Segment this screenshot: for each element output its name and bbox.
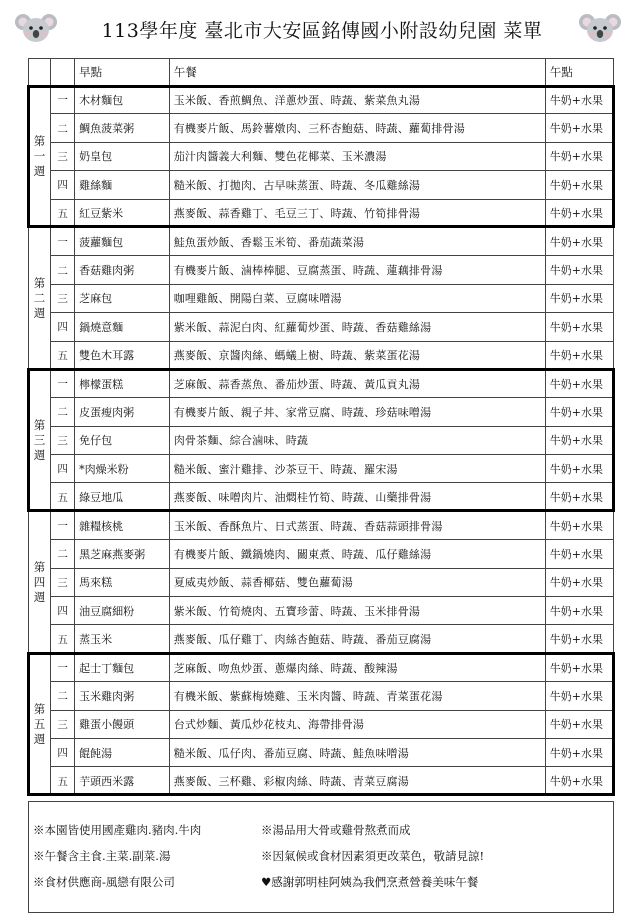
- snack-cell: 牛奶+水果: [545, 199, 613, 227]
- day-cell: 五: [50, 341, 74, 369]
- table-row: [29, 199, 614, 227]
- snack-cell: 牛奶+水果: [545, 710, 613, 738]
- lunch-cell: 玉米飯、香酥魚片、日式蒸蛋、時蔬、香菇蒜頭排骨湯: [169, 511, 545, 539]
- table-row: [29, 398, 614, 426]
- day-cell: 四: [50, 313, 74, 341]
- lunch-cell: 燕麥飯、三杯雞、彩椒肉絲、時蔬、青菜豆腐湯: [169, 767, 545, 795]
- breakfast-cell: 皮蛋瘦肉粥: [75, 398, 170, 426]
- day-cell: 四: [50, 455, 74, 483]
- table-row: [29, 625, 614, 653]
- table-row: [29, 767, 614, 795]
- snack-cell: 牛奶+水果: [545, 313, 613, 341]
- snack-cell: 牛奶+水果: [545, 597, 613, 625]
- menu-table: [28, 58, 614, 796]
- koala-icon: [578, 8, 622, 46]
- day-cell: 五: [50, 483, 74, 511]
- snack-cell: 牛奶+水果: [545, 142, 613, 170]
- day-cell: 三: [50, 568, 74, 596]
- snack-cell: 牛奶+水果: [545, 398, 613, 426]
- snack-cell: 牛奶+水果: [545, 86, 613, 114]
- breakfast-cell: 芋頭西米露: [75, 767, 170, 795]
- snack-cell: 牛奶+水果: [545, 738, 613, 766]
- page-header: [0, 6, 644, 50]
- table-row: [29, 171, 614, 199]
- table-row: [29, 284, 614, 312]
- breakfast-cell: 玉米雞肉粥: [75, 682, 170, 710]
- day-cell: 五: [50, 625, 74, 653]
- breakfast-cell: 雜糧核桃: [75, 511, 170, 539]
- lunch-cell: 紫米飯、蒜泥白肉、紅蘿蔔炒蛋、時蔬、香菇雞絲湯: [169, 313, 545, 341]
- lunch-cell: 鮭魚蛋炒飯、香鬆玉米筍、番茄蔬菜湯: [169, 227, 545, 255]
- day-cell: 二: [50, 398, 74, 426]
- snack-cell: 牛奶+水果: [545, 369, 613, 397]
- breakfast-cell: 起士丁麵包: [75, 653, 170, 681]
- table-header-row: [29, 59, 614, 86]
- lunch-cell: 肉骨茶麵、綜合滷味、時蔬: [169, 426, 545, 454]
- lunch-cell: 玉米飯、香煎鯛魚、洋蔥炒蛋、時蔬、紫菜魚丸湯: [169, 86, 545, 114]
- day-cell: 二: [50, 682, 74, 710]
- snack-cell: 牛奶+水果: [545, 483, 613, 511]
- lunch-cell: 茄汁肉醬義大利麵、雙色花椰菜、玉米濃湯: [169, 142, 545, 170]
- snack-cell: 牛奶+水果: [545, 682, 613, 710]
- breakfast-cell: 芝麻包: [75, 284, 170, 312]
- snack-cell: 牛奶+水果: [545, 227, 613, 255]
- lunch-cell: 有機麥片飯、馬鈴薯燉肉、三杯杏鮑菇、時蔬、蘿蔔排骨湯: [169, 114, 545, 142]
- koala-icon: [14, 8, 58, 46]
- day-cell: 三: [50, 142, 74, 170]
- table-row: [29, 426, 614, 454]
- table-row: [29, 511, 614, 539]
- day-cell: 二: [50, 540, 74, 568]
- lunch-cell: 燕麥飯、蒜香雞丁、毛豆三丁、時蔬、竹筍排骨湯: [169, 199, 545, 227]
- snack-cell: 牛奶+水果: [545, 767, 613, 795]
- table-row: [29, 568, 614, 596]
- lunch-cell: 紫米飯、竹筍燒肉、五寶珍蕾、時蔬、玉米排骨湯: [169, 597, 545, 625]
- snack-cell: 牛奶+水果: [545, 653, 613, 681]
- day-cell: 四: [50, 171, 74, 199]
- note-supplier: ※食材供應商-風戀有限公司: [33, 875, 175, 889]
- snack-cell: 牛奶+水果: [545, 284, 613, 312]
- note-menu-change: ※因氣候或食材因素須更改菜色，敬請見諒!: [261, 849, 485, 863]
- breakfast-cell: 鍋燒意麵: [75, 313, 170, 341]
- table-row: [29, 682, 614, 710]
- lunch-cell: 糙米飯、瓜仔肉、番茄豆腐、時蔬、鮭魚味噌湯: [169, 738, 545, 766]
- breakfast-cell: 菠蘿麵包: [75, 227, 170, 255]
- day-cell: 五: [50, 199, 74, 227]
- day-cell: 二: [50, 114, 74, 142]
- lunch-cell: 糙米飯、打拋肉、古早味蒸蛋、時蔬、冬瓜雞絲湯: [169, 171, 545, 199]
- header-snack: 午點: [545, 59, 613, 86]
- breakfast-cell: 雞蛋小饅頭: [75, 710, 170, 738]
- breakfast-cell: 紅豆紫米: [75, 199, 170, 227]
- day-cell: 二: [50, 256, 74, 284]
- day-cell: 一: [50, 86, 74, 114]
- week-label: 第 一 週: [29, 86, 51, 228]
- breakfast-cell: 黑芝麻燕麥粥: [75, 540, 170, 568]
- breakfast-cell: 奶皇包: [75, 142, 170, 170]
- snack-cell: 牛奶+水果: [545, 625, 613, 653]
- lunch-cell: 燕麥飯、瓜仔雞丁、肉絲杏鮑菇、時蔬、番茄豆腐湯: [169, 625, 545, 653]
- breakfast-cell: 餛飩湯: [75, 738, 170, 766]
- table-row: [29, 341, 614, 369]
- day-cell: 四: [50, 738, 74, 766]
- breakfast-cell: 雙色木耳露: [75, 341, 170, 369]
- table-row: [29, 738, 614, 766]
- header-lunch: 午餐: [169, 59, 545, 86]
- table-row: [29, 369, 614, 397]
- table-row: [29, 597, 614, 625]
- header-week: [29, 59, 51, 86]
- breakfast-cell: 檸檬蛋糕: [75, 369, 170, 397]
- lunch-cell: 芝麻飯、蒜香蒸魚、番茄炒蛋、時蔬、黃瓜貢丸湯: [169, 369, 545, 397]
- notes-box: [28, 801, 614, 913]
- snack-cell: 牛奶+水果: [545, 540, 613, 568]
- day-cell: 一: [50, 653, 74, 681]
- header-breakfast: 早點: [75, 59, 170, 86]
- breakfast-cell: 免仔包: [75, 426, 170, 454]
- table-row: [29, 86, 614, 114]
- note-soup-stock: ※湯品用大骨或雞骨熬煮而成: [261, 823, 411, 837]
- lunch-cell: 有機麥片飯、鐵鍋燒肉、關東煮、時蔬、瓜仔雞絲湯: [169, 540, 545, 568]
- table-row: [29, 114, 614, 142]
- day-cell: 一: [50, 227, 74, 255]
- lunch-cell: 咖哩雞飯、開陽白菜、豆腐味噌湯: [169, 284, 545, 312]
- breakfast-cell: 油豆腐細粉: [75, 597, 170, 625]
- week-label: 第 三 週: [29, 369, 51, 511]
- lunch-cell: 夏威夷炒飯、蒜香椰菇、雙色蘿蔔湯: [169, 568, 545, 596]
- breakfast-cell: 木材麵包: [75, 86, 170, 114]
- breakfast-cell: 雞絲麵: [75, 171, 170, 199]
- lunch-cell: 有機麥片飯、親子丼、家常豆腐、時蔬、珍菇味噌湯: [169, 398, 545, 426]
- lunch-cell: 有機麥片飯、滷棒棒腿、豆腐蒸蛋、時蔬、蓮藕排骨湯: [169, 256, 545, 284]
- snack-cell: 牛奶+水果: [545, 426, 613, 454]
- day-cell: 一: [50, 511, 74, 539]
- week-label: 第 二 週: [29, 227, 51, 369]
- snack-cell: 牛奶+水果: [545, 171, 613, 199]
- table-row: [29, 710, 614, 738]
- table-row: [29, 142, 614, 170]
- lunch-cell: 芝麻飯、吻魚炒蛋、蔥爆肉絲、時蔬、酸辣湯: [169, 653, 545, 681]
- table-row: [29, 483, 614, 511]
- lunch-cell: 糙米飯、蜜汁雞排、沙茶豆干、時蔬、羅宋湯: [169, 455, 545, 483]
- note-domestic-meat: ※本園皆使用國產雞肉.豬肉.牛肉: [33, 823, 202, 837]
- day-cell: 三: [50, 284, 74, 312]
- snack-cell: 牛奶+水果: [545, 568, 613, 596]
- table-row: [29, 227, 614, 255]
- lunch-cell: 台式炒麵、黃瓜炒花枝丸、海帶排骨湯: [169, 710, 545, 738]
- day-cell: 四: [50, 597, 74, 625]
- snack-cell: 牛奶+水果: [545, 511, 613, 539]
- table-row: [29, 540, 614, 568]
- table-row: [29, 653, 614, 681]
- week-label: 第 五 週: [29, 653, 51, 795]
- day-cell: 五: [50, 767, 74, 795]
- day-cell: 三: [50, 710, 74, 738]
- table-row: [29, 455, 614, 483]
- breakfast-cell: 香菇雞肉粥: [75, 256, 170, 284]
- day-cell: 三: [50, 426, 74, 454]
- snack-cell: 牛奶+水果: [545, 455, 613, 483]
- header-day: [50, 59, 74, 86]
- breakfast-cell: 馬來糕: [75, 568, 170, 596]
- lunch-cell: 燕麥飯、京醬肉絲、螞蟻上樹、時蔬、紫菜蛋花湯: [169, 341, 545, 369]
- snack-cell: 牛奶+水果: [545, 341, 613, 369]
- breakfast-cell: 鯛魚菠菜粥: [75, 114, 170, 142]
- note-lunch-contents: ※午餐含主食.主菜.副菜.湯: [33, 849, 171, 863]
- note-thanks: ♥感謝郭明桂阿姨為我們烹煮營養美味午餐: [261, 875, 479, 889]
- breakfast-cell: 綠豆地瓜: [75, 483, 170, 511]
- page-title: 113學年度 臺北市大安區銘傳國小附設幼兒園 菜單: [101, 20, 543, 42]
- week-label: 第 四 週: [29, 511, 51, 653]
- lunch-cell: 燕麥飯、味噌肉片、油燜桂竹筍、時蔬、山藥排骨湯: [169, 483, 545, 511]
- table-row: [29, 256, 614, 284]
- snack-cell: 牛奶+水果: [545, 256, 613, 284]
- lunch-cell: 有機米飯、紫蘇梅燒雞、玉米肉醬、時蔬、青菜蛋花湯: [169, 682, 545, 710]
- table-row: [29, 313, 614, 341]
- day-cell: 一: [50, 369, 74, 397]
- breakfast-cell: *肉燥米粉: [75, 455, 170, 483]
- breakfast-cell: 蒸玉米: [75, 625, 170, 653]
- snack-cell: 牛奶+水果: [545, 114, 613, 142]
